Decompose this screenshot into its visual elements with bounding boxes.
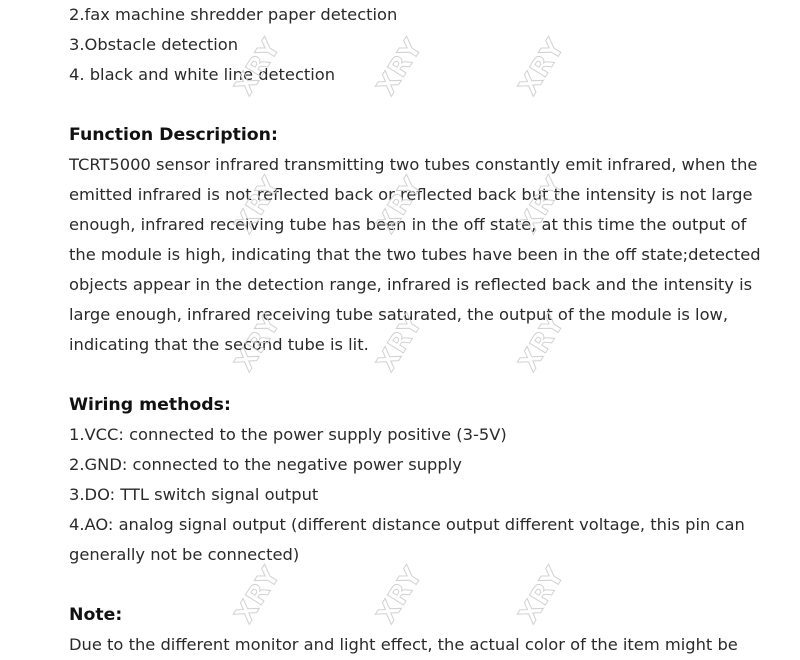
paragraph-line: emitted infrared is not reflected back or reflected back but the intensity is not large (69, 185, 753, 204)
paragraph-line: enough, infrared receiving tube has been in the off state, at this time the output of (69, 215, 747, 234)
watermark: XRY (229, 33, 287, 101)
watermark: XRY (371, 33, 429, 101)
watermark: XRY (371, 561, 429, 629)
list-item: 4.AO: analog signal output (different distance output different voltage, this pin can (69, 515, 745, 534)
watermark: XRY (229, 561, 287, 629)
watermark: XRY (371, 171, 429, 239)
product-description (69, 0, 769, 660)
watermark: XRY (513, 33, 571, 101)
wiring-methods-heading: Wiring methods: (69, 395, 231, 415)
list-item: generally not be connected) (69, 545, 300, 564)
function-description-paragraph (69, 150, 769, 360)
list-item: 3.Obstacle detection (69, 35, 239, 54)
list-item: 2.GND: connected to the negative power supply (69, 455, 462, 474)
paragraph-line: the module is high, indicating that the two tubes have been in the off state;detected (69, 245, 761, 264)
list-item: 1.VCC: connected to the power supply positive (3-5V) (69, 425, 507, 444)
list-item: 3.DO: TTL switch signal output (69, 485, 319, 504)
function-description-section (69, 120, 769, 360)
function-description-heading: Function Description: (69, 125, 278, 145)
watermark: XRY (513, 309, 571, 377)
application-list (69, 0, 769, 90)
watermark: XRY (513, 561, 571, 629)
watermark: XRY (371, 309, 429, 377)
watermark: XRY (229, 171, 287, 239)
paragraph-line: indicating that the second tube is lit. (69, 335, 369, 354)
paragraph-line: TCRT5000 sensor infrared transmitting two tubes constantly emit infrared, when the (69, 155, 758, 174)
paragraph-line: objects appear in the detection range, infrared is reflected back and the intensity is (69, 275, 753, 294)
paragraph-line: large enough, infrared receiving tube saturated, the output of the module is low, (69, 305, 729, 324)
watermark: XRY (513, 171, 571, 239)
wiring-methods-section (69, 390, 769, 570)
watermark: XRY (229, 309, 287, 377)
note-heading: Note: (69, 605, 123, 625)
list-item: 2.fax machine shredder paper detection (69, 5, 398, 24)
list-item: 4. black and white line detection (69, 65, 336, 84)
note-text: Due to the different monitor and light effect, the actual color of the item might be (69, 635, 738, 654)
note-section (69, 600, 769, 660)
